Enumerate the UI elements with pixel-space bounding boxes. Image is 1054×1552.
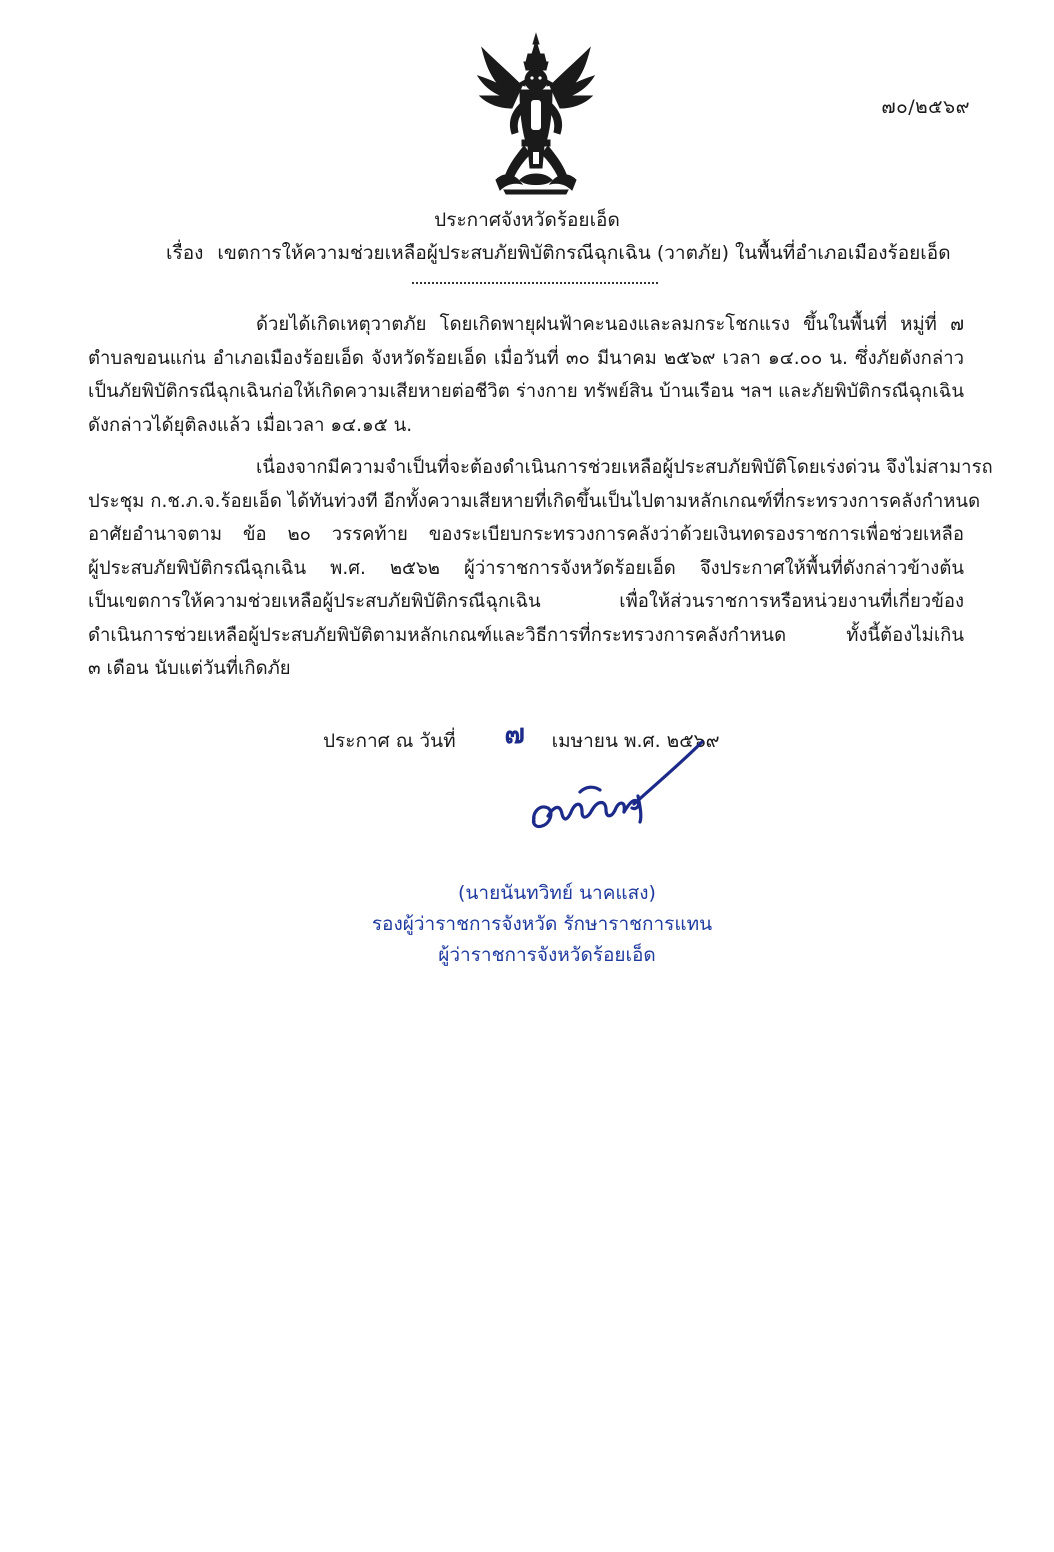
subject-text: เขตการให้ความช่วยเหลือผู้ประสบภัยพิบัติกรณีฉุกเฉิน (วาตภัย) ในพื้นที่อำเภอเมืองร้อยเอ็ด (217, 242, 951, 264)
handwritten-signature-icon (520, 730, 730, 840)
document-number: ๗๐/๒๕๖๙ (881, 96, 970, 118)
announcement-title: ประกาศจังหวัดร้อยเอ็ด (434, 209, 620, 231)
paragraph-line: ด้วยได้เกิดเหตุวาตภัย โดยเกิดพายุฝนฟ้าคะนองและลมกระโชกแรง ขึ้นในพื้นที่ หมู่ที่ ๗ (256, 314, 964, 335)
paragraph-line: ผู้ประสบภัยพิบัติกรณีฉุกเฉิน พ.ศ. ๒๕๖๒ ผู้ว่าราชการจังหวัดร้อยเอ็ด จึงประกาศให้พื้นที่ดังกล่าวข้างต้น (88, 557, 964, 579)
signatory-name: (นายนันทวิทย์ นาคแสง) (458, 882, 656, 904)
paragraph-line: ประชุม ก.ช.ภ.จ.ร้อยเอ็ด ได้ทันท่วงที อีกทั้งความเสียหายที่เกิดขึ้นเป็นไปตามหลักเกณฑ์ที่กระทรวงการคลังกำหนด (88, 490, 981, 512)
announced-at-label: ประกาศ ณ วันที่ (323, 730, 456, 752)
dotted-divider (412, 268, 658, 284)
paragraph-line: ดังกล่าวได้ยุติลงแล้ว เมื่อเวลา ๑๔.๑๕ น. (88, 414, 413, 436)
paragraph-line: ตำบลขอนแก่น อำเภอเมืองร้อยเอ็ด จังหวัดร้อยเอ็ด เมื่อวันที่ ๓๐ มีนาคม ๒๕๖๙ เวลา ๑๔.๐๐ น. ซึ่งภัยดังกล่าว (88, 347, 964, 369)
paragraph-line: ๓ เดือน นับแต่วันที่เกิดภัย (88, 658, 291, 679)
body-paragraph-1 (88, 308, 964, 442)
handwritten-day: ๗ (504, 719, 525, 750)
paragraph-line: เป็นเขตการให้ความช่วยเหลือผู้ประสบภัยพิบัติกรณีฉุกเฉิน เพื่อให้ส่วนราชการหรือหน่วยงานที่เกี่ยวข้อง (88, 591, 964, 612)
signatory-block (0, 878, 1054, 971)
month-year: เมษายน พ.ศ. ๒๕๖๙ (551, 730, 720, 752)
paragraph-line: เป็นภัยพิบัติกรณีฉุกเฉินก่อให้เกิดความเสียหายต่อชีวิต ร่างกาย ทรัพย์สิน บ้านเรือน ฯลฯ และภัยพิบัติกรณีฉุกเฉิน (88, 381, 964, 402)
signatory-position-2: ผู้ว่าราชการจังหวัดร้อยเอ็ด (438, 944, 656, 966)
paragraph-line: เนื่องจากมีความจำเป็นที่จะต้องดำเนินการช่วยเหลือผู้ประสบภัยพิบัติโดยเร่งด่วน จึงไม่สามารถ (256, 457, 993, 478)
signatory-position: รองผู้ว่าราชการจังหวัด รักษาราชการแทน (371, 913, 713, 935)
paragraph-line: ดำเนินการช่วยเหลือผู้ประสบภัยพิบัติตามหลักเกณฑ์และวิธีการที่กระทรวงการคลังกำหนด ทั้งนี้ต้องไม่เกิน (88, 624, 964, 646)
garuda-emblem-icon (476, 30, 596, 195)
body-paragraph-2 (88, 451, 993, 686)
subject-label: เรื่อง (166, 242, 204, 264)
subject-line (166, 238, 951, 268)
paragraph-line: อาศัยอำนาจตาม ข้อ ๒๐ วรรคท้าย ของระเบียบกระทรวงการคลังว่าด้วยเงินทดรองราชการเพื่อช่วยเหลือ (88, 524, 964, 545)
